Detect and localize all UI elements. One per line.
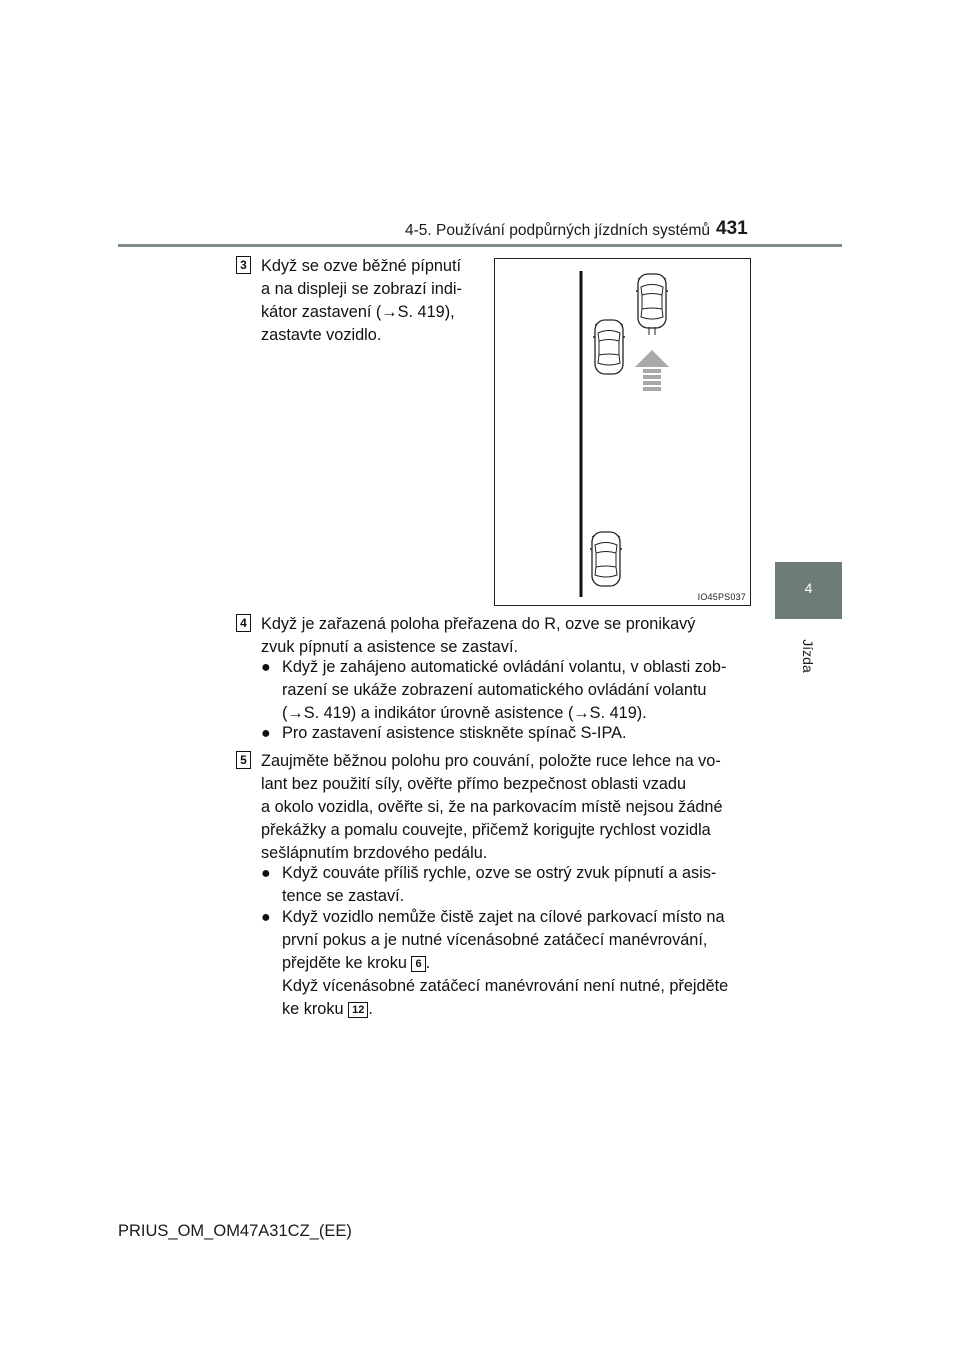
bullet-icon: ● [261,909,271,926]
step-number-5: 5 [236,751,251,769]
step-5-bullet-2 [282,906,743,1021]
page-number: 431 [716,218,748,239]
bullet-icon: ● [261,725,271,742]
approaching-car [590,532,622,586]
text-fragment: ke kroku [282,1000,344,1018]
chapter-label: Jízda [800,639,816,673]
own-vehicle [636,274,668,335]
text-line: zastavte vozidlo. [261,326,382,344]
text-line: (→S. 419) a indikátor úrovně asistence (→S. 419). [282,704,647,722]
figure-code: IO45PS037 [697,592,746,602]
parked-car [593,320,625,374]
text-line [282,952,743,975]
parking-illustration [494,258,751,606]
text-line: Když vozidlo nemůže čistě zajet na cílové parkovací místo na [282,908,725,926]
text-line: razení se ukáže zobrazení automatického ovládání volantu [282,681,707,699]
text-line: sešlápnutím brzdového pedálu. [261,844,488,862]
chapter-tab [775,562,842,619]
step-number-3: 3 [236,256,251,274]
text-line: kátor zastavení (→S. 419), [261,303,455,321]
text-line: první pokus a je nutné vícenásobné zatáčecí manévrování, [282,931,708,949]
step-reference-12: 12 [348,1002,368,1018]
chapter-number: 4 [804,580,813,596]
step-4-bullet-2 [282,722,743,745]
text-line: Zaujměte běžnou polohu pro couvání, položte ruce lehce na vo- [261,752,721,770]
step-5-bullet-1 [282,862,743,908]
step-number-4: 4 [236,614,251,632]
text-line: Když vícenásobné zatáčecí manévrování není nutné, přejděte [282,977,729,995]
text-line: a okolo vozidla, ověřte si, že na parkovacím místě nejsou žádné [261,798,723,816]
header-divider [118,244,842,247]
step-5-text [261,750,743,865]
text-line: lant bez použití síly, ověřte přímo bezpečnost oblasti vzadu [261,775,687,793]
text-line: Pro zastavení asistence stiskněte spínač S-IPA. [282,724,627,742]
bullet-icon: ● [261,865,271,882]
step-reference-6: 6 [411,956,425,972]
text-line: zvuk pípnutí a asistence se zastaví. [261,638,519,656]
forward-arrow-icon [635,350,669,391]
text-fragment: . [368,1000,373,1018]
text-line: Když je zahájeno automatické ovládání volantu, v oblasti zob- [282,658,727,676]
text-line: Když couváte příliš rychle, ozve se ostrý zvuk pípnutí a asis- [282,864,717,882]
bullet-icon: ● [261,659,271,676]
text-line [282,998,743,1021]
parking-diagram [495,259,750,605]
text-fragment: přejděte ke kroku [282,954,407,972]
text-line: Když se ozve běžné pípnutí [261,257,462,275]
text-line: překážky a pomalu couvejte, přičemž korigujte rychlost vozidla [261,821,711,839]
text-line: Když je zařazená poloha přeřazena do R, ozve se pronikavý [261,615,696,633]
text-line: a na displeji se zobrazí indi- [261,280,462,298]
text-fragment: . [425,954,431,972]
step-3-text [261,255,477,347]
chapter-label-container [800,636,816,676]
section-title: 4-5. Používání podpůrných jízdních systémů [405,222,710,239]
step-4-text [261,613,743,659]
document-id: PRIUS_OM_OM47A31CZ_(EE) [118,1222,352,1240]
text-line: tence se zastaví. [282,887,405,905]
step-4-bullet-1 [282,656,743,725]
